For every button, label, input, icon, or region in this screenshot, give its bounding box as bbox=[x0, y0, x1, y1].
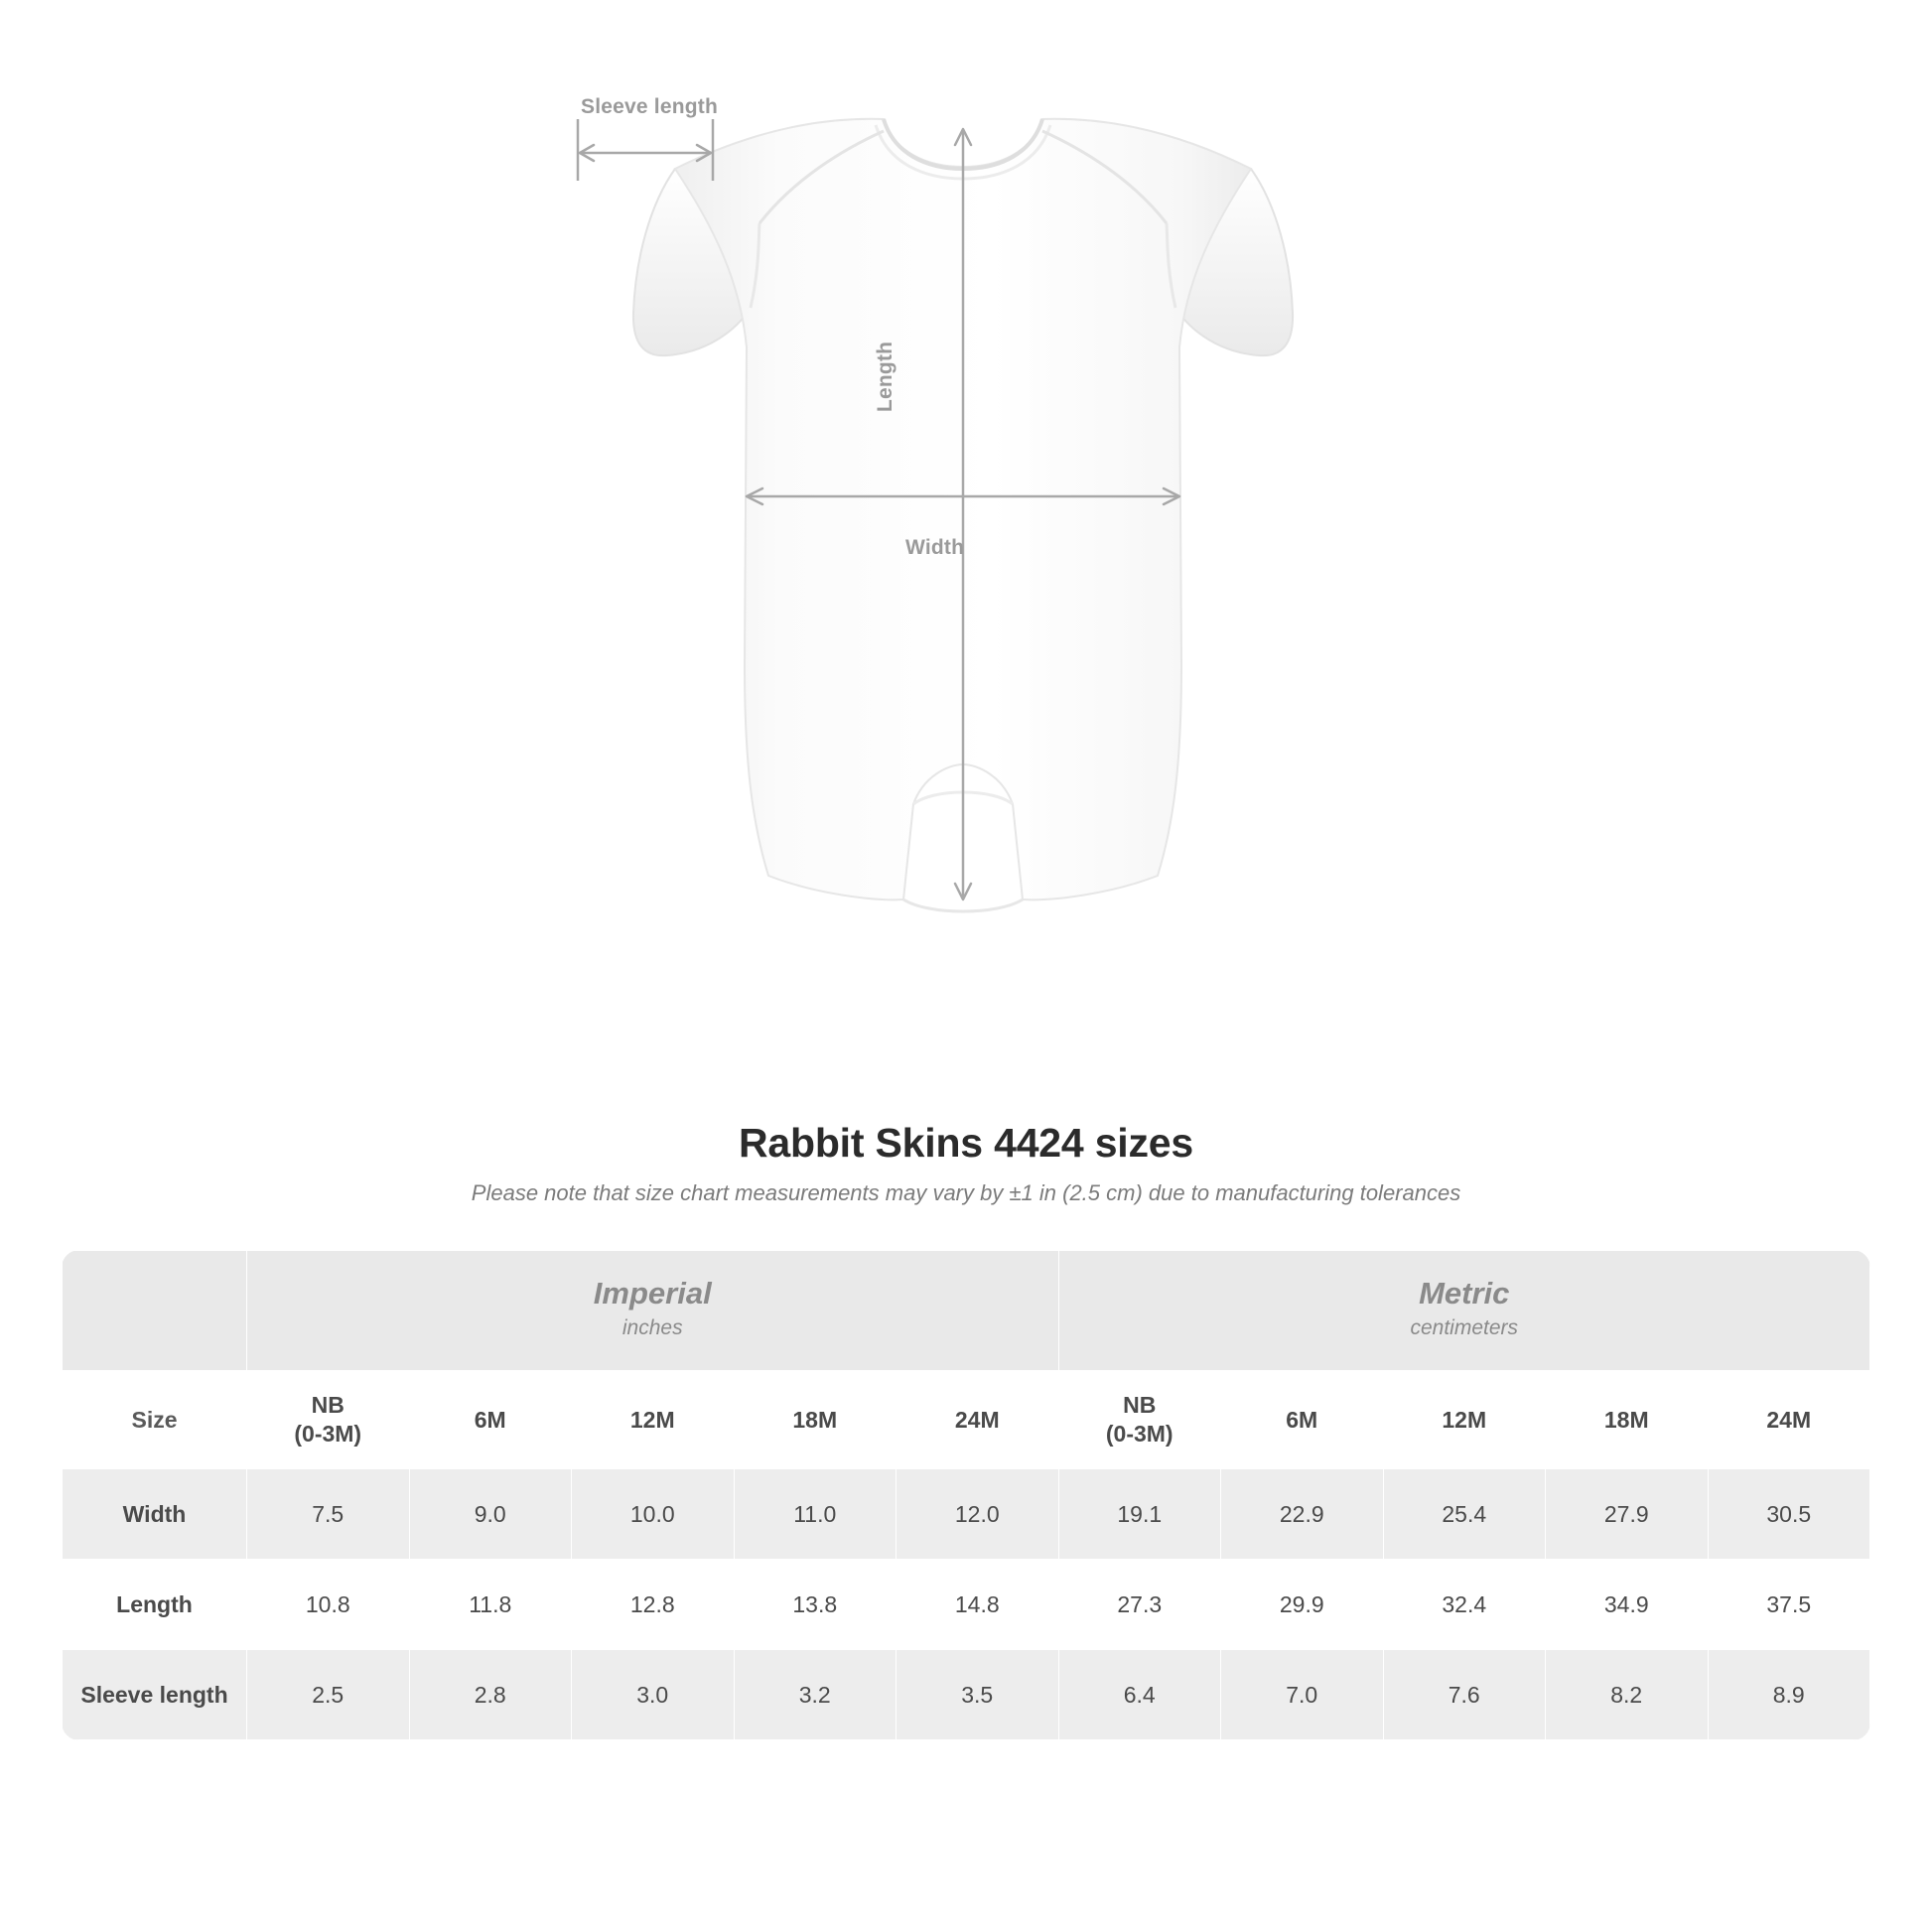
title-block bbox=[0, 1120, 1932, 1206]
cell-length-1: 11.8 bbox=[409, 1560, 572, 1650]
cell-width-3: 11.0 bbox=[734, 1469, 897, 1560]
header-col-0-line1: NB bbox=[311, 1392, 345, 1419]
header-col-6: 6M bbox=[1221, 1371, 1384, 1469]
cell-width-5: 19.1 bbox=[1058, 1469, 1221, 1560]
cell-sleeve-8: 8.2 bbox=[1546, 1650, 1709, 1740]
cell-length-4: 14.8 bbox=[897, 1560, 1059, 1650]
unit-sub-metric: centimeters bbox=[1410, 1316, 1519, 1340]
size-table-container bbox=[62, 1250, 1870, 1740]
header-col-5 bbox=[1058, 1371, 1221, 1469]
cell-length-8: 34.9 bbox=[1546, 1560, 1709, 1650]
cell-sleeve-2: 3.0 bbox=[572, 1650, 735, 1740]
table-corner-cell bbox=[63, 1251, 247, 1371]
cell-sleeve-4: 3.5 bbox=[897, 1650, 1059, 1740]
size-header-row bbox=[63, 1371, 1870, 1469]
cell-width-6: 22.9 bbox=[1221, 1469, 1384, 1560]
header-col-1: 6M bbox=[409, 1371, 572, 1469]
table-row bbox=[63, 1650, 1870, 1740]
header-col-7: 12M bbox=[1383, 1371, 1546, 1469]
page-title: Rabbit Skins 4424 sizes bbox=[738, 1120, 1193, 1166]
header-size-label: Size bbox=[63, 1371, 247, 1469]
cell-length-7: 32.4 bbox=[1383, 1560, 1546, 1650]
unit-group-imperial bbox=[247, 1251, 1059, 1371]
header-col-5-line1: NB bbox=[1123, 1392, 1157, 1419]
header-col-8: 18M bbox=[1546, 1371, 1709, 1469]
cell-width-7: 25.4 bbox=[1383, 1469, 1546, 1560]
cell-sleeve-3: 3.2 bbox=[734, 1650, 897, 1740]
sleeve-length-label: Sleeve length bbox=[581, 95, 718, 118]
bodysuit-illustration bbox=[556, 109, 1370, 1062]
width-label: Width bbox=[905, 536, 965, 559]
row-label-sleeve-length: Sleeve length bbox=[63, 1650, 247, 1740]
cell-length-0: 10.8 bbox=[247, 1560, 410, 1650]
cell-sleeve-9: 8.9 bbox=[1708, 1650, 1870, 1740]
length-label: Length bbox=[874, 341, 897, 412]
unit-name-metric: Metric bbox=[1419, 1276, 1510, 1311]
cell-width-2: 10.0 bbox=[572, 1469, 735, 1560]
cell-width-4: 12.0 bbox=[897, 1469, 1059, 1560]
cell-sleeve-6: 7.0 bbox=[1221, 1650, 1384, 1740]
cell-width-0: 7.5 bbox=[247, 1469, 410, 1560]
cell-width-1: 9.0 bbox=[409, 1469, 572, 1560]
unit-sub-imperial: inches bbox=[621, 1316, 683, 1340]
tolerance-note: Please note that size chart measurements may vary by ±1 in (2.5 cm) due to manufacturing tolerances bbox=[471, 1180, 1461, 1205]
cell-sleeve-0: 2.5 bbox=[247, 1650, 410, 1740]
unit-group-metric bbox=[1058, 1251, 1870, 1371]
unit-header-row bbox=[63, 1251, 1870, 1371]
table-row bbox=[63, 1560, 1870, 1650]
header-col-9: 24M bbox=[1708, 1371, 1870, 1469]
cell-width-8: 27.9 bbox=[1546, 1469, 1709, 1560]
cell-sleeve-5: 6.4 bbox=[1058, 1650, 1221, 1740]
table-row bbox=[63, 1469, 1870, 1560]
row-label-width: Width bbox=[63, 1469, 247, 1560]
bodysuit-icon bbox=[556, 109, 1370, 1062]
unit-name-imperial: Imperial bbox=[593, 1276, 712, 1311]
cell-sleeve-1: 2.8 bbox=[409, 1650, 572, 1740]
size-table bbox=[62, 1250, 1870, 1740]
header-col-0 bbox=[247, 1371, 410, 1469]
cell-width-9: 30.5 bbox=[1708, 1469, 1870, 1560]
cell-length-9: 37.5 bbox=[1708, 1560, 1870, 1650]
header-col-2: 12M bbox=[572, 1371, 735, 1469]
cell-sleeve-7: 7.6 bbox=[1383, 1650, 1546, 1740]
cell-length-3: 13.8 bbox=[734, 1560, 897, 1650]
header-col-0-line2: (0-3M) bbox=[294, 1421, 362, 1447]
cell-length-5: 27.3 bbox=[1058, 1560, 1221, 1650]
header-col-3: 18M bbox=[734, 1371, 897, 1469]
header-col-5-line2: (0-3M) bbox=[1105, 1421, 1173, 1447]
cell-length-6: 29.9 bbox=[1221, 1560, 1384, 1650]
header-col-4: 24M bbox=[897, 1371, 1059, 1469]
row-label-length: Length bbox=[63, 1560, 247, 1650]
cell-length-2: 12.8 bbox=[572, 1560, 735, 1650]
